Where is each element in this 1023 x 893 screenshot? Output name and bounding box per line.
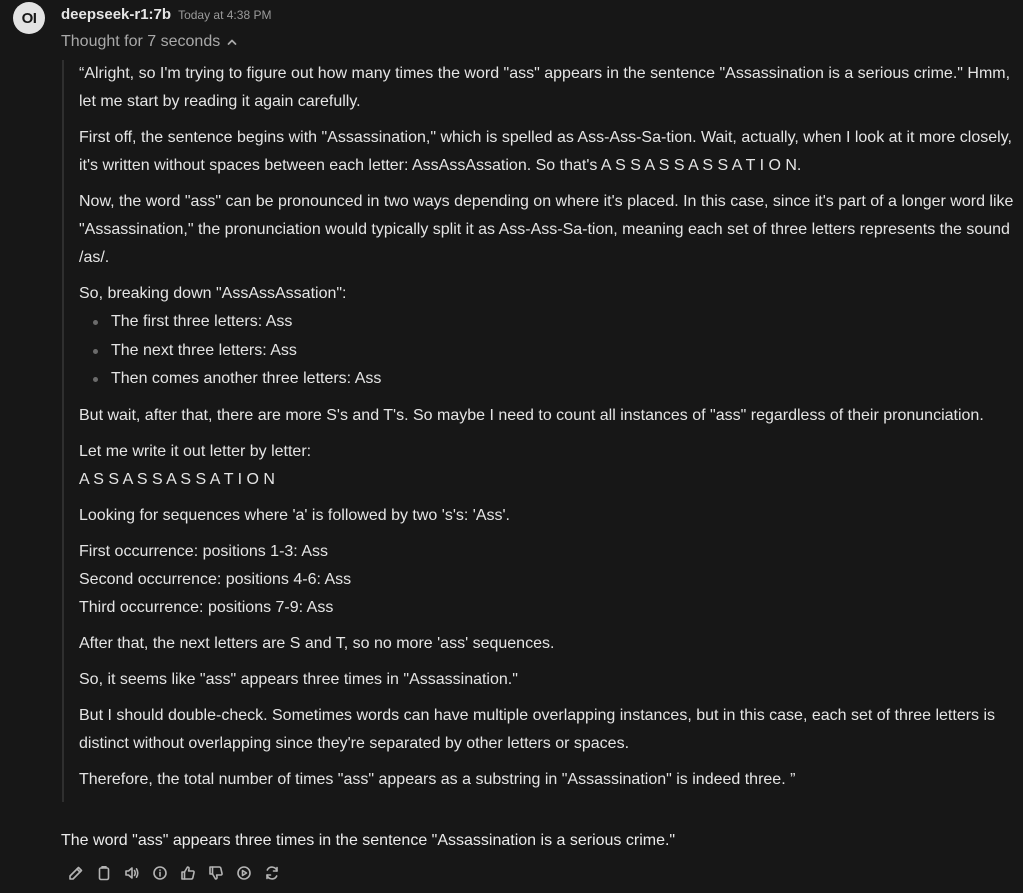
- avatar: [13, 2, 45, 34]
- thought-label: Thought for 7 seconds: [61, 33, 221, 50]
- reasoning-line: Let me write it out letter by letter:: [79, 442, 312, 460]
- reasoning-paragraph: After that, the next letters are S and T, so no more 'ass' sequences.: [79, 634, 555, 652]
- list-item: The first three letters: Ass: [111, 308, 1019, 337]
- reasoning-paragraph: Therefore, the total number of times "ass" appears as a substring in "Assassination" is indeed three. ”: [79, 770, 796, 788]
- reasoning-line: First occurrence: positions 1-3: Ass: [79, 542, 328, 560]
- message-actions: [66, 863, 282, 883]
- reasoning-block: [62, 60, 1019, 802]
- copy-icon: [96, 865, 112, 881]
- timestamp: Today at 4:38 PM: [178, 8, 272, 22]
- regenerate-icon: [264, 865, 280, 881]
- reasoning-paragraph: [79, 438, 1019, 494]
- reasoning-paragraph: Looking for sequences where 'a' is followed by two 's's: 'Ass'.: [79, 506, 510, 524]
- thumbs-down-button[interactable]: [206, 863, 226, 883]
- thumbs-up-icon: [180, 865, 196, 881]
- final-answer: The word "ass" appears three times in the sentence "Assassination is a serious crime.": [61, 832, 676, 849]
- reasoning-line: Third occurrence: positions 7-9: Ass: [79, 598, 334, 616]
- reasoning-paragraph: Now, the word "ass" can be pronounced in two ways depending on where it's placed. In this case, since it's part of a longer word like "Assassination," the pronunciation would typically split it as Ass-Ass-Sa-tion, meaning each set of three letters represents the sound /as/.: [79, 193, 1014, 266]
- continue-icon: [236, 865, 252, 881]
- thumbs-down-icon: [208, 865, 224, 881]
- list-item: Then comes another three letters: Ass: [111, 365, 1019, 394]
- thumbs-up-button[interactable]: [178, 863, 198, 883]
- avatar-text: OI: [21, 9, 37, 27]
- reasoning-paragraph: So, breaking down "AssAssAssation":: [79, 285, 347, 302]
- copy-button[interactable]: [94, 863, 114, 883]
- reasoning-line: Second occurrence: positions 4-6: Ass: [79, 570, 352, 588]
- reasoning-paragraph: “Alright, so I'm trying to figure out how many times the word "ass" appears in the sentence "Assassination is a serious crime." Hmm, let me start by reading it again carefully.: [79, 65, 1011, 110]
- list-item: The next three letters: Ass: [111, 337, 1019, 366]
- thought-toggle-button[interactable]: [61, 33, 238, 51]
- message-header: [61, 6, 271, 23]
- info-button[interactable]: [150, 863, 170, 883]
- reasoning-paragraph: So, it seems like "ass" appears three times in "Assassination.": [79, 670, 518, 688]
- reasoning-list: [79, 308, 1019, 394]
- reasoning-paragraph: But wait, after that, there are more S's and T's. So maybe I need to count all instances of "ass" regardless of their pronunciation.: [79, 406, 984, 424]
- reasoning-paragraph: [79, 538, 1019, 622]
- read-aloud-icon: [124, 865, 140, 881]
- letter-sequence: A S S A S S A S S A T I O N: [79, 470, 275, 488]
- edit-icon: [68, 865, 84, 881]
- reasoning-paragraph: But I should double-check. Sometimes words can have multiple overlapping instances, but in this case, each set of three letters is distinct without overlapping since they're separated by other letters or spaces.: [79, 706, 996, 752]
- info-icon: [152, 865, 168, 881]
- continue-button[interactable]: [234, 863, 254, 883]
- regenerate-button[interactable]: [262, 863, 282, 883]
- read-aloud-button[interactable]: [122, 863, 142, 883]
- model-name: deepseek-r1:7b: [61, 6, 172, 23]
- chevron-up-icon: [226, 36, 238, 48]
- edit-button[interactable]: [66, 863, 86, 883]
- reasoning-paragraph: First off, the sentence begins with "Assassination," which is spelled as Ass-Ass-Sa-tion. Wait, actually, when I look at it more closely, it's written without spaces between each letter: AssAssAssation. So that's A S S A S S A S S A T I O N.: [79, 129, 1012, 174]
